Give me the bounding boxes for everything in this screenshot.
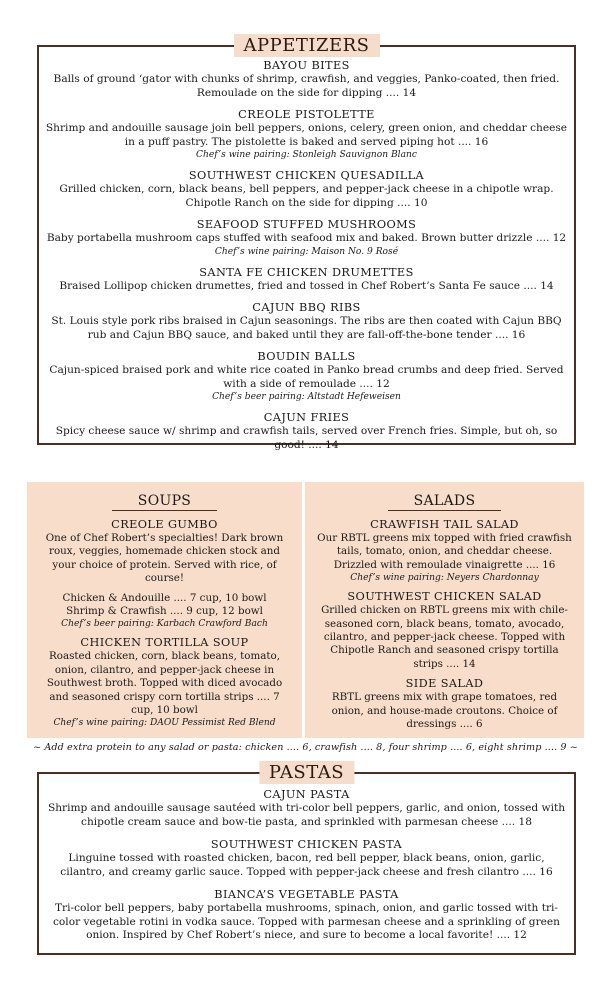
item-description: One of Chef Robert’s specialties! Dark brown roux, veggies, homemade chicken stock and your choice of protein. Served with rice, of course! (45, 532, 284, 585)
appetizers-heading: APPETIZERS (233, 34, 379, 57)
item-description: Cajun-spiced braised pork and white rice coated in Panko bread crumbs and deep fried. Served with a side of remoulade .... 12 (49, 364, 564, 390)
item-name: SANTA FE CHICKEN DRUMETTES (199, 265, 414, 279)
item-pairing: Chef’s wine pairing: DAOU Pessimist Red Blend (53, 718, 276, 729)
item-pairing: Chef’s wine pairing: Stonleigh Sauvignon Blanc (196, 150, 417, 160)
item-pairing: Chef’s beer pairing: Karbach Crawford Bach (61, 619, 268, 630)
menu-item-seafood-stuffed-mushrooms (45, 218, 568, 258)
item-sizes (37, 592, 292, 619)
pastas-heading: PASTAS (259, 761, 354, 784)
menu-item-cajun-fries (45, 411, 568, 452)
item-name: SIDE SALAD (405, 677, 484, 691)
menu-item-creole-pistolette (45, 108, 568, 161)
item-name: BOUDIN BALLS (257, 350, 356, 363)
item-description: Shrimp and andouille sausage join bell peppers, onions, celery, green onion, and cheddar cheese in a puff pastry. The pistolette is baked and served piping hot .... 16 (45, 122, 568, 148)
item-name: CAJUN FRIES (263, 411, 350, 424)
soups-heading-text: SOUPS (112, 493, 217, 511)
menu-item-creole-gumbo (37, 518, 292, 630)
item-name: CAJUN BBQ RIBS (252, 301, 361, 314)
item-description: Grilled chicken on RBTL greens mix with chile-seasoned corn, black beans, tomato, avocado, cilantro, and pepper-jack cheese. Topped with Chipotle Ranch and seasoned crispy tortilla strips .... 14 (321, 604, 568, 670)
item-description: Balls of ground ‘gator with chunks of shrimp, crawfish, and veggies, Panko-coated, then fried. Remoulade on the side for dipping .... 14 (53, 73, 560, 99)
size-price: Shrimp & Crawfish .... 9 cup, 12 bowl (66, 605, 263, 618)
item-description: Tri-color bell peppers, baby portabella mushrooms, spinach, onion, and garlic tossed with tri-color vegetable rotini in vodka sauce. Topped with parmesan cheese and a sprinkling of green onion. Inspired by Chef Robert’s niece, and sure to become a local favorite! .... 12 (53, 902, 560, 941)
item-description: RBTL greens mix with grape tomatoes, red onion, and house-made croutons. Choice of dressings .... 6 (331, 691, 558, 731)
item-name: CHICKEN TORTILLA SOUP (80, 636, 249, 650)
item-name: SOUTHWEST CHICKEN SALAD (347, 590, 542, 604)
soups-section (27, 482, 302, 738)
item-pairing: Chef’s beer pairing: Altstadt Hefeweisen (212, 392, 401, 402)
pastas-list (45, 788, 568, 952)
extra-protein-note: ~ Add extra protein to any salad or pasta: chicken .... 6, crawfish .... 8, four shrimp .... 6, eight shrimp .... 9 ~ (33, 742, 578, 753)
salads-section (305, 482, 584, 738)
appetizers-section (37, 35, 576, 451)
item-pairing: Chef’s wine pairing: Neyers Chardonnay (350, 573, 539, 584)
menu-item-side-salad (315, 677, 574, 731)
size-price: Chicken & Andouille .... 7 cup, 10 bowl (62, 591, 267, 604)
salads-heading-text: SALADS (388, 493, 502, 511)
menu-item-chicken-tortilla-soup (37, 636, 292, 729)
menu-item-bayou-bites (45, 59, 568, 100)
salads-list (305, 518, 584, 731)
item-description: Grilled chicken, corn, black beans, bell peppers, and pepper-jack cheese in a chipotle wrap. Chipotle Ranch on the side for dipping .... 10 (59, 183, 554, 209)
item-name: SOUTHWEST CHICKEN PASTA (210, 838, 403, 851)
item-description: St. Louis style pork ribs braised in Cajun seasonings. The ribs are then coated with Cajun BBQ rub and Cajun BBQ sauce, and baked until they are fall-off-the-bone tender .... 16 (51, 315, 562, 341)
item-description: Roasted chicken, corn, black beans, tomato, onion, cilantro, and pepper-jack cheese in Southwest broth. Topped with diced avocado and seasoned crispy corn tortilla strips .... 7 cup, 10 bowl (46, 650, 283, 717)
item-name: SEAFOOD STUFFED MUSHROOMS (196, 218, 417, 231)
pastas-section (37, 762, 576, 955)
menu-item-cajun-pasta (45, 788, 568, 829)
menu-item-southwest-chicken-salad (315, 590, 574, 671)
menu-item-santa-fe-chicken-drumettes (45, 266, 568, 294)
item-name: CAJUN PASTA (263, 788, 350, 801)
item-name: BIANCA’S VEGETABLE PASTA (214, 888, 399, 901)
menu-item-crawfish-tail-salad (315, 518, 574, 584)
appetizers-list (45, 59, 568, 460)
item-description: Braised Lollipop chicken drumettes, fried and tossed in Chef Robert’s Santa Fe sauce .... 14 (59, 279, 554, 292)
item-description: Spicy cheese sauce w/ shrimp and crawfish tails, served over French fries. Simple, but oh, so good! .... 14 (55, 425, 558, 451)
item-name: CRAWFISH TAIL SALAD (370, 518, 519, 531)
menu-item-biancas-vegetable-pasta (45, 888, 568, 943)
menu-item-southwest-chicken-quesadilla (45, 169, 568, 210)
item-name: BAYOU BITES (263, 59, 350, 72)
menu-item-cajun-bbq-ribs (45, 301, 568, 342)
menu-item-southwest-chicken-pasta (45, 838, 568, 879)
soups-list (27, 518, 302, 729)
item-description: Baby portabella mushroom caps stuffed with seafood mix and baked. Brown butter drizzle .... 12 (46, 232, 567, 244)
item-description: Shrimp and andouille sausage sautéed with tri-color bell peppers, garlic, and onion, tossed with chipotle cream sauce and bow-tie pasta, and sprinkled with parmesan cheese .... 18 (47, 802, 566, 828)
item-pairing: Chef’s wine pairing: Maison No. 9 Rosé (214, 246, 399, 257)
item-description: Linguine tossed with roasted chicken, bacon, red bell pepper, black beans, onion, garlic, cilantro, and creamy garlic sauce. Topped with pepper-jack cheese and fresh cilantro .... 16 (60, 852, 553, 878)
item-description: Our RBTL greens mix topped with fried crawfish tails, tomato, onion, and cheddar cheese. Drizzled with remoulade vinaigrette .... 16 (317, 532, 572, 571)
soups-heading (27, 482, 302, 509)
menu-item-boudin-balls (45, 350, 568, 403)
item-name: CREOLE PISTOLETTE (238, 108, 375, 121)
item-name: CREOLE GUMBO (111, 518, 218, 531)
salads-heading (305, 482, 584, 509)
item-name: SOUTHWEST CHICKEN QUESADILLA (188, 169, 425, 182)
